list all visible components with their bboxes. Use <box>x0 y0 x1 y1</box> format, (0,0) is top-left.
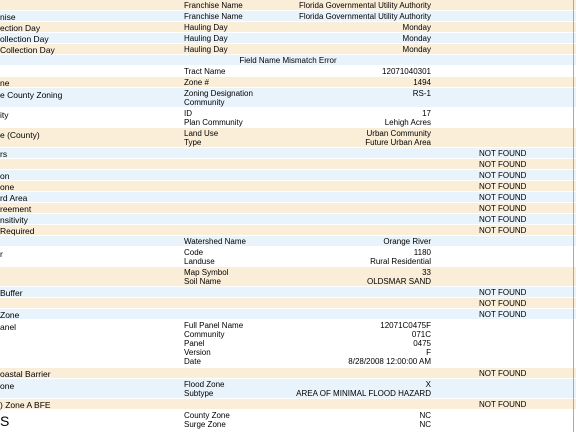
not-found-status: NOT FOUND <box>479 160 527 169</box>
table-row <box>0 287 576 298</box>
field-value: Rural Residential <box>370 257 431 266</box>
field-label: Soil Name <box>184 277 221 286</box>
not-found-status: NOT FOUND <box>479 299 527 308</box>
field-value: Florida Governmental Utility Authority <box>298 12 431 21</box>
not-found-status: NOT FOUND <box>479 193 527 202</box>
category-label: e County Zoning <box>0 90 63 100</box>
category-label: on <box>0 171 10 181</box>
field-label: Surge Zone <box>184 420 226 429</box>
field-value: 1494 <box>413 78 431 87</box>
field-label: Date <box>184 357 201 366</box>
table-row <box>0 22 576 33</box>
not-found-status: NOT FOUND <box>479 226 527 235</box>
table-row <box>0 44 576 55</box>
category-label: nise <box>0 12 16 22</box>
field-value: NC <box>419 411 431 420</box>
field-label: Franchise Name <box>184 12 243 21</box>
field-label: Subtype <box>184 389 214 398</box>
category-label: rd Area <box>0 193 28 203</box>
field-label: Community <box>184 330 225 339</box>
field-label: Zoning Designation <box>184 89 253 98</box>
field-label: Version <box>184 348 211 357</box>
category-label: one <box>0 182 15 192</box>
field-label: ID <box>184 109 192 118</box>
field-label: Map Symbol <box>184 268 229 277</box>
table-row <box>0 159 576 170</box>
field-label: Hauling Day <box>184 34 228 43</box>
field-value: AREA OF MINIMAL FLOOD HAZARD <box>296 389 431 398</box>
table-row <box>0 33 576 44</box>
field-value: Urban Community <box>366 129 431 138</box>
field-label: Franchise Name <box>184 1 243 10</box>
not-found-status: NOT FOUND <box>479 215 527 224</box>
table-row <box>0 181 576 192</box>
table-row <box>0 128 576 148</box>
field-value: 17 <box>422 109 431 118</box>
field-label: Plan Community <box>184 118 243 127</box>
field-label: Hauling Day <box>184 45 228 54</box>
field-label: Watershed Name <box>184 237 246 246</box>
table-row <box>0 309 576 320</box>
field-label: Flood Zone <box>184 380 225 389</box>
table-right-border <box>573 0 574 432</box>
field-label: Land Use <box>184 129 219 138</box>
table-row <box>0 11 576 22</box>
field-value: Future Urban Area <box>365 138 431 147</box>
category-label: one <box>0 381 15 391</box>
table-row <box>0 214 576 225</box>
field-label: Zone # <box>184 78 209 87</box>
table-row <box>0 192 576 203</box>
table-row <box>0 88 576 108</box>
table-row <box>0 0 576 11</box>
field-value: RS-1 <box>412 89 431 98</box>
field-value: OLDSMAR SAND <box>366 277 431 286</box>
field-value: 071C <box>411 330 431 339</box>
category-label: ne <box>0 78 10 88</box>
field-value: 8/28/2008 12:00:00 AM <box>348 357 431 366</box>
field-value: NC <box>419 420 431 429</box>
field-value: Orange River <box>383 237 431 246</box>
field-value: Lehigh Acres <box>384 118 431 127</box>
table-row <box>0 148 576 159</box>
field-value: 12071C0475F <box>380 321 431 330</box>
table-row <box>0 320 576 368</box>
table-row <box>0 410 576 432</box>
field-label: Hauling Day <box>184 23 228 32</box>
field-label: Panel <box>184 339 205 348</box>
not-found-status: NOT FOUND <box>479 369 527 378</box>
field-value: F <box>426 348 431 357</box>
table-row <box>0 77 576 88</box>
table-row <box>0 247 576 267</box>
table-row <box>0 225 576 236</box>
category-label: nsitivity <box>0 215 28 225</box>
category-label: Buffer <box>0 288 23 298</box>
category-label: oastal Barrier <box>0 369 51 379</box>
field-value: 1180 <box>413 248 431 257</box>
category-label: anel <box>0 322 17 332</box>
category-label: Zone <box>0 310 20 320</box>
field-label: Code <box>184 248 204 257</box>
table-row <box>0 368 576 379</box>
field-label: County Zone <box>184 411 230 420</box>
category-label: r <box>0 249 3 259</box>
category-label: ity <box>0 110 9 120</box>
table-row <box>0 170 576 181</box>
category-label: Required <box>0 226 35 236</box>
field-value: 33 <box>422 268 431 277</box>
field-label: Tract Name <box>184 67 226 76</box>
field-value: Monday <box>402 34 431 43</box>
field-value: X <box>425 380 431 389</box>
table-row <box>0 399 576 410</box>
table-row <box>0 66 576 77</box>
category-label: rs <box>0 149 8 159</box>
field-label: Full Panel Name <box>184 321 244 330</box>
field-value: Monday <box>402 23 431 32</box>
table-row <box>0 379 576 399</box>
table-row <box>0 298 576 309</box>
table-row <box>0 55 576 66</box>
field-value: Florida Governmental Utility Authority <box>298 1 431 10</box>
table-row <box>0 203 576 214</box>
field-label: Community <box>184 98 225 107</box>
category-label: ) Zone A BFE <box>0 400 51 410</box>
category-label: e (County) <box>0 130 40 140</box>
not-found-status: NOT FOUND <box>479 149 527 158</box>
field-value: 12071040301 <box>382 67 431 76</box>
not-found-status: NOT FOUND <box>479 171 527 180</box>
not-found-status: NOT FOUND <box>479 288 527 297</box>
table-row <box>0 267 576 287</box>
table-row <box>0 108 576 128</box>
field-label: Landuse <box>184 257 215 266</box>
category-label: ollection Day <box>0 34 49 44</box>
category-label: S <box>0 413 10 429</box>
category-label: Collection Day <box>0 45 55 55</box>
not-found-status: NOT FOUND <box>479 182 527 191</box>
field-label: Type <box>184 138 202 147</box>
field-value: Monday <box>402 45 431 54</box>
category-label: reement <box>0 204 32 214</box>
table-row <box>0 236 576 247</box>
field-value: 0475 <box>413 339 431 348</box>
not-found-status: NOT FOUND <box>479 204 527 213</box>
not-found-status: NOT FOUND <box>479 400 527 409</box>
category-label: ection Day <box>0 23 41 33</box>
not-found-status: NOT FOUND <box>479 310 527 319</box>
error-message: Field Name Mismatch Error <box>239 56 337 65</box>
